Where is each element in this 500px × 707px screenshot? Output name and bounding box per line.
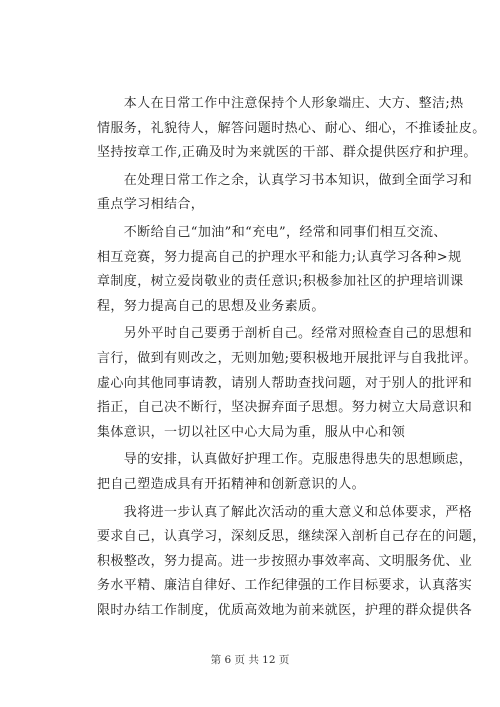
text-line: 虚心向其他同事请教，请别人帮助查找问题，对于别人的批评和	[97, 375, 473, 391]
paragraph-6	[97, 501, 486, 624]
text-line: 把自己塑造成具有开拓精神和创新意识的人。	[97, 476, 366, 492]
paragraph-1	[97, 92, 486, 166]
text-line: 情服务，礼貌待人，解答问题时热心、耐心、细心，不推诿扯皮。	[97, 120, 486, 136]
text-line: 务水平精、廉洁自律好、工作纪律强的工作目标要求，认真落实	[97, 578, 473, 594]
text-line: 集体意识，一切以社区中心大局为重，服从中心和领	[97, 424, 406, 440]
text-line: 在处理日常工作之余，认真学习书本知识，做到全面学习和	[97, 172, 473, 188]
text-line: 要求自己，认真学习，深刻反思，继续深入剖析自己存在的问题，	[97, 529, 486, 545]
paragraph-3	[97, 221, 464, 319]
text-line: 导的安排，认真做好护理工作。克服患得患失的思想顾虑，	[97, 452, 473, 468]
text-line: 不断给自己“加油”和“充电”，经常和同事们相互交流、	[97, 224, 447, 240]
paragraph-4	[97, 322, 477, 445]
text-line: 程，努力提高自己的思想及业务素质。	[97, 298, 325, 314]
text-line: 我将进一步认真了解此次活动的重大意义和总体要求，严格	[97, 504, 473, 520]
paragraph-5	[97, 448, 473, 497]
text-line: 指正，自己决不断行，坚决摒弃面子思想。努力树立大局意识和	[97, 400, 473, 416]
page-footer: 第 6 页 共 12 页	[210, 654, 290, 666]
text-line: 章制度，树立爱岗敬业的责任意识;积极参加社区的护理培训课	[97, 274, 464, 290]
text-line: 言行，做到有则改之，无则加勉;要积极地开展批评与自我批评。	[97, 350, 477, 366]
document-body	[97, 92, 486, 626]
text-line: 坚持按章工作,正确及时为来就医的干部、群众提供医疗和护理。	[97, 145, 477, 161]
paragraph-2	[97, 169, 473, 218]
text-line: 限时办结工作制度，优质高效地为前来就医，护理的群众提供各	[97, 602, 473, 618]
text-line: 重点学习相结合，	[97, 197, 205, 213]
text-line: 本人在日常工作中注意保持个人形象端庄、大方、整洁;热	[97, 96, 464, 111]
text-line: 另外平时自己要勇于剖析自己。经常对照检查自己的思想和	[97, 326, 473, 342]
text-line: 相互竞赛，努力提高自己的护理水平和能力;认真学习各种>规	[97, 249, 462, 265]
text-line: 积极整改，努力提高。进一步按照办事效率高、文明服务优、业	[97, 553, 473, 569]
